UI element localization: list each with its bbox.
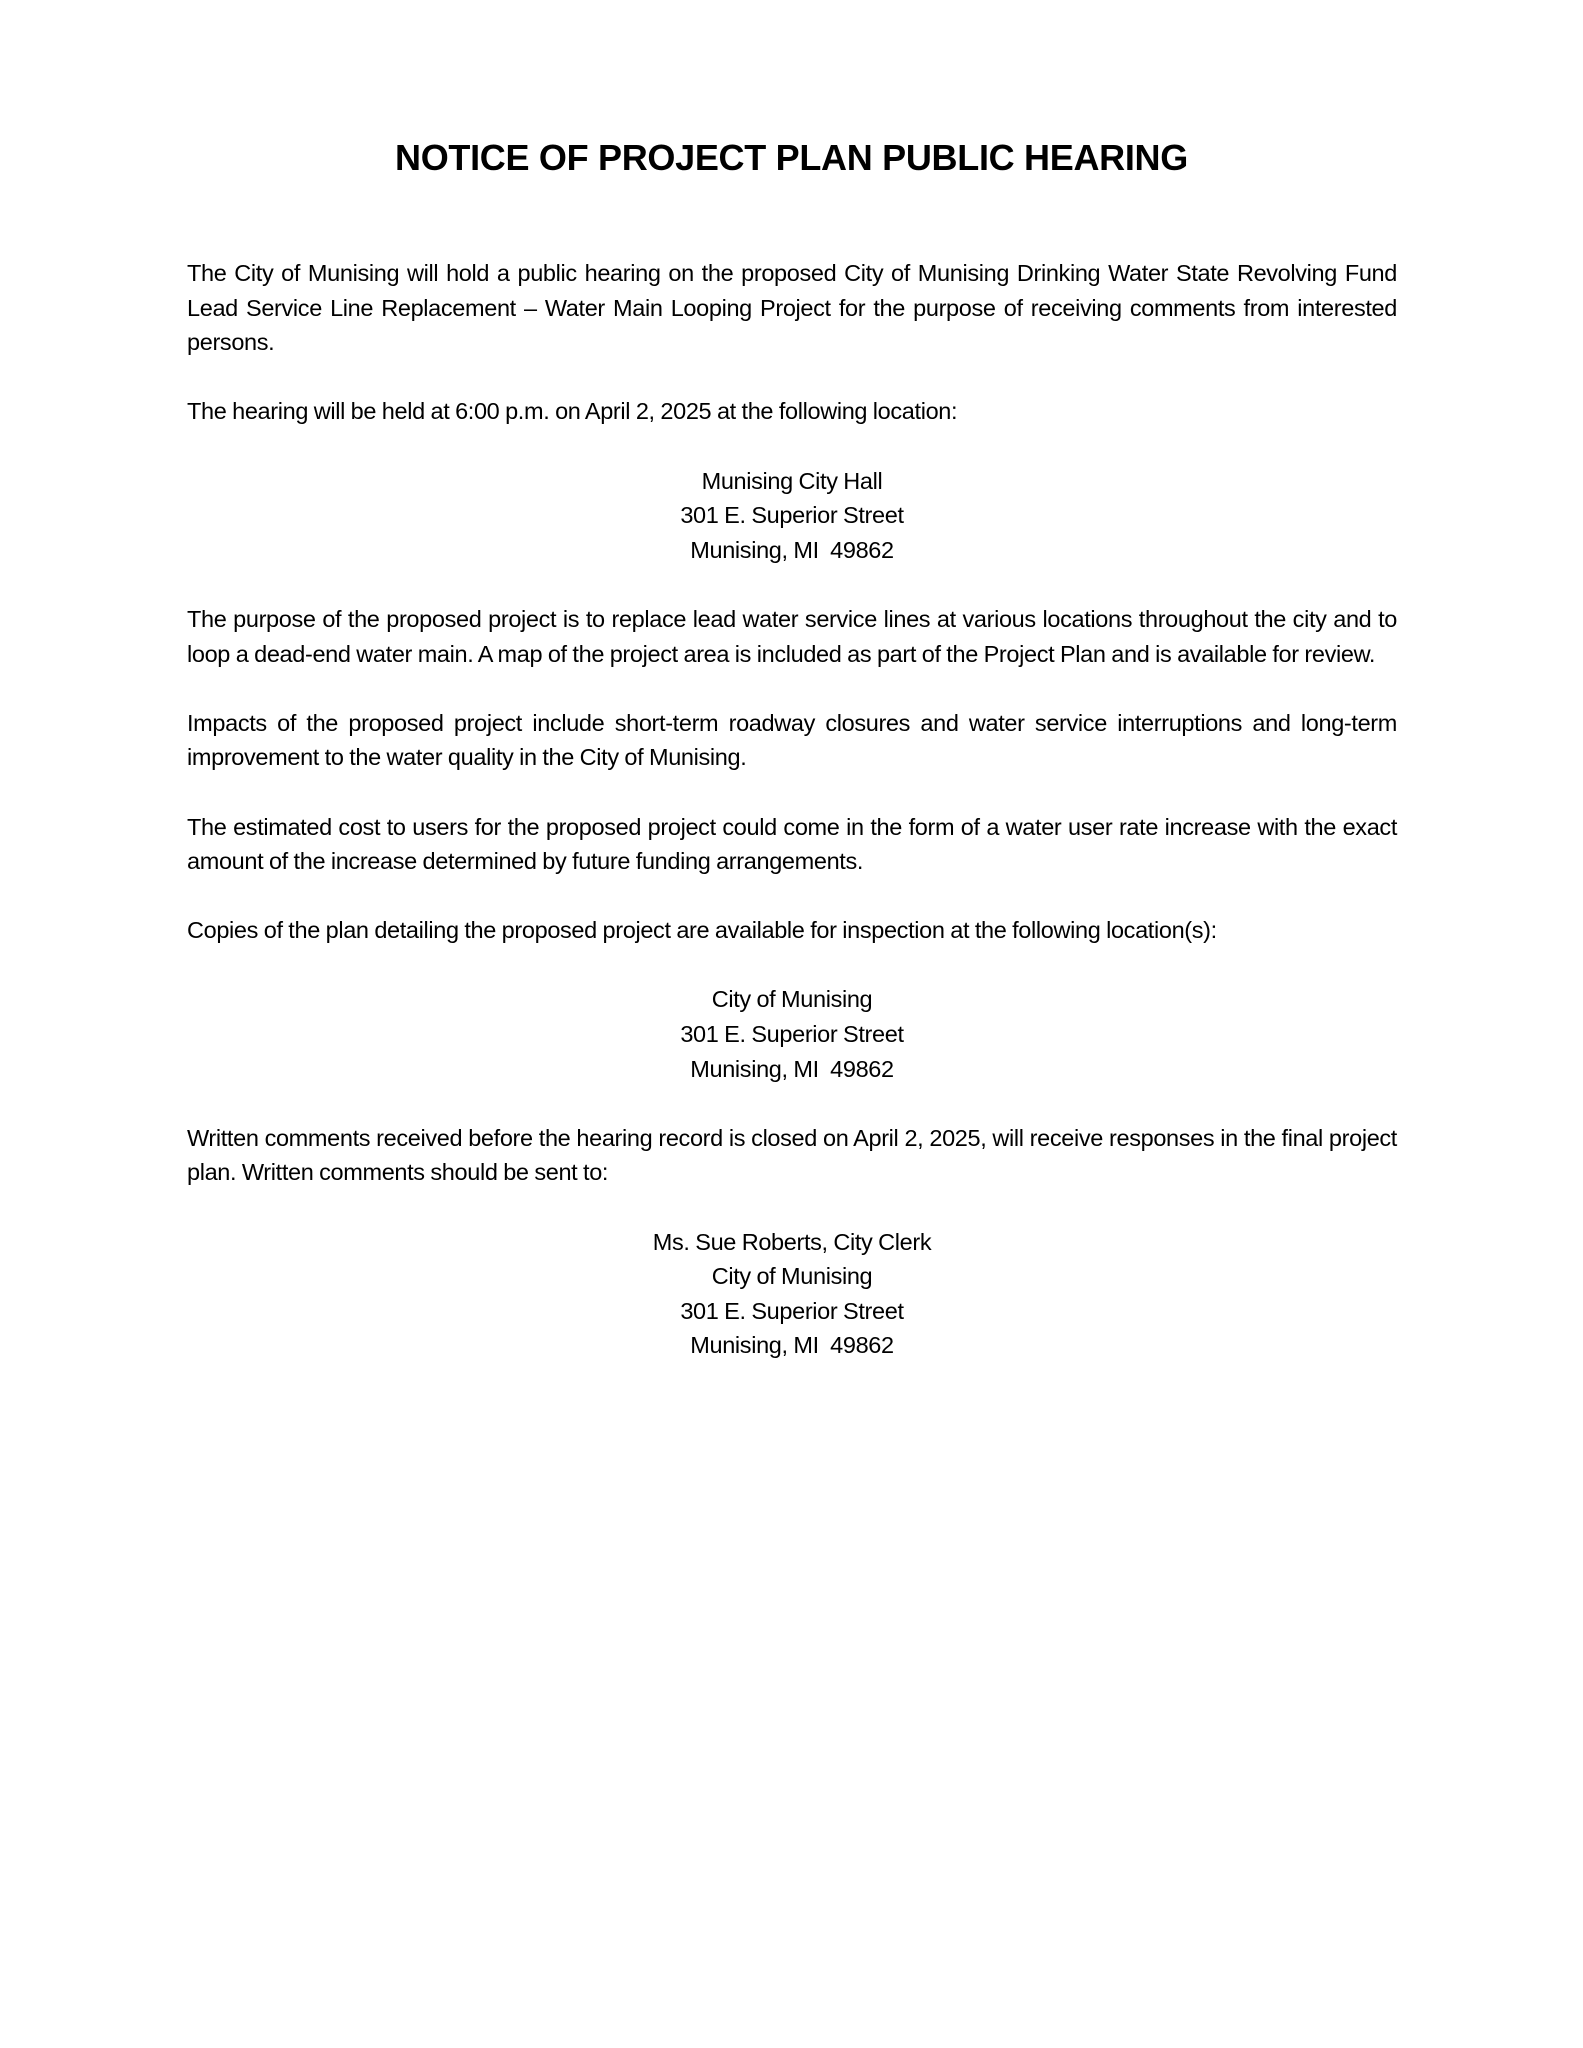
address-name: City of Munising xyxy=(711,1263,873,1290)
purpose-paragraph: The purpose of the proposed project is to replace lead water service lines at various locations throughout the city and to loop a dead-end water main. A map of the project area is included as part of the Project Plan and is available for review. xyxy=(187,605,1397,667)
address-street: 301 E. Superior Street xyxy=(680,502,904,529)
cost-paragraph: The estimated cost to users for the proposed project could come in the form of a water user rate increase with the exact amount of the increase determined by future funding arrangements. xyxy=(187,813,1397,875)
address-street: 301 E. Superior Street xyxy=(680,1021,904,1048)
address-street: 301 E. Superior Street xyxy=(680,1297,904,1324)
recipient-contact: Ms. Sue Roberts, City Clerk xyxy=(652,1228,932,1255)
address-city-state-zip: Munising, MI 49862 xyxy=(690,536,894,563)
address-city-state-zip: Munising, MI 49862 xyxy=(690,1055,894,1082)
impacts-paragraph: Impacts of the proposed project include short-term roadway closures and water service interruptions and long-term improvement to the water quality in the City of Munising. xyxy=(187,709,1397,771)
page-title: NOTICE OF PROJECT PLAN PUBLIC HEARING xyxy=(395,137,1188,178)
comments-recipient-address xyxy=(187,1225,1397,1363)
hearing-location-address xyxy=(187,464,1397,568)
intro-paragraph: The City of Munising will hold a public hearing on the proposed City of Munising Drinking Water State Revolving Fund Lead Service Line Replacement – Water Main Looping Project for the purpose of receiving comments from interested persons. xyxy=(187,260,1397,356)
address-city-state-zip: Munising, MI 49862 xyxy=(690,1332,894,1359)
comments-paragraph: Written comments received before the hearing record is closed on April 2, 2025, will receive responses in the final project plan. Written comments should be sent to: xyxy=(187,1124,1397,1186)
address-name: Munising City Hall xyxy=(701,467,883,494)
inspection-location-address xyxy=(187,982,1397,1086)
hearing-time-paragraph: The hearing will be held at 6:00 p.m. on April 2, 2025 at the following location: xyxy=(187,398,958,425)
document-body xyxy=(187,256,1397,1398)
copies-paragraph: Copies of the plan detailing the proposed project are available for inspection at the following location(s): xyxy=(187,917,1217,944)
address-name: City of Munising xyxy=(711,986,873,1013)
